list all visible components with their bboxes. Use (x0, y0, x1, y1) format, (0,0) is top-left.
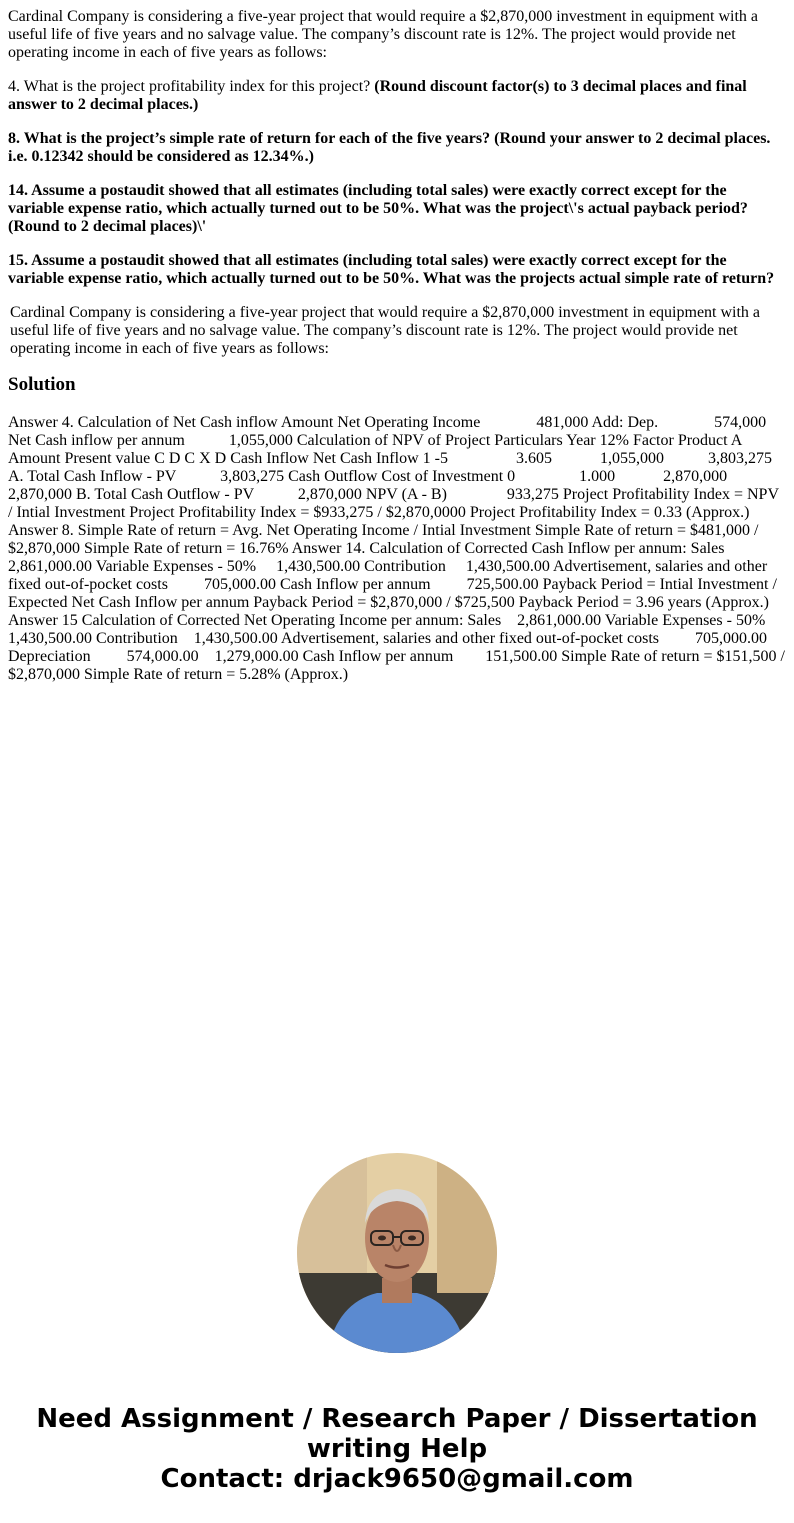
question-15: 15. Assume a postaudit showed that all estimates (including total sales) were exactly correct except for the variable expense ratio, which actually turned out to be 50%. What was the projects actual simple rate of return? (8, 252, 775, 287)
question-block (8, 8, 786, 358)
question-8: 8. What is the project’s simple rate of return for each of the five years? (Round your answer to 2 decimal places. i.e. 0.12342 should be considered as 12.34%.) (8, 130, 771, 165)
solution-heading: Solution (8, 374, 76, 395)
question-4-text: 4. What is the project profitability index for this project? (8, 78, 375, 95)
solution-answer-text: Answer 4. Calculation of Net Cash inflow Amount Net Operating Income 481,000 Add: Dep. 574,000 Net Cash inflow per annum 1,055,000 Calculation of NPV of Project Particulars Year 12% Factor Product A Amount Present value C D C X D Cash Inflow Net Cash Inflow 1 -5 3.605 1,055,000 3,803,275 A. Total Cash Inflow - PV 3,803,275 Cash Outflow Cost of Investment 0 1.000 2,870,000 2,870,000 B. Total Cash Outflow - PV 2,870,000 NPV (A - B) 933,275 Project Profitability Index = NPV / Intial Investment Project Profitability Index = $933,275 / $2,870,0000 Project Profitability Index = 0.33 (Approx.) Answer 8. Simple Rate of return = Avg. Net Operating Income / Intial Investment Simple Rate of return = $481,000 / $2,870,000 Simple Rate of return = 16.76% Answer 14. Calculation of Corrected Cash Inflow per annum: Sales 2,861,000.00 Variable Expenses - 50% 1,430,500.00 Contribution 1,430,500.00 Advertisement, salaries and other fixed out-of-pocket costs 705,000.00 Cash Inflow per annum 725,500.00 Payback Period = Intial Investment / Expected Net Cash Inflow per annum Payback Period = $2,870,000 / $725,500 Payback Period = 3.96 years (Approx.) Answer 15 Calculation of Corrected Net Operating Income per annum: Sales 2,861,000.00 Variable Expenses - 50% 1,430,500.00 Contribution 1,430,500.00 Advertisement, salaries and other fixed out-of-pocket costs 705,000.00 Depreciation 574,000.00 1,279,000.00 Cash Inflow per annum 151,500.00 Simple Rate of return = $151,500 / $2,870,000 Simple Rate of return = 5.28% (Approx.) (8, 414, 789, 683)
page-content (8, 8, 789, 684)
question-intro-repeat: Cardinal Company is considering a five-year project that would require a $2,870,000 investment in equipment with a useful life of five years and no salvage value. The company’s discount rate is 12%. The project would provide net operating income in each of five years as follows: (10, 304, 761, 357)
promo-contact-email[interactable]: Contact: drjack9650@gmail.com (160, 1464, 634, 1494)
question-4-rounding-note: (Round discount factor(s) to 3 decimal places and final answer to 2 decimal places.) (8, 78, 747, 113)
author-photo-illustration (297, 1153, 497, 1353)
author-photo-icon (297, 1153, 497, 1353)
question-14: 14. Assume a postaudit showed that all estimates (including total sales) were exactly correct except for the variable expense ratio, which actually turned out to be 50%. What was the project\'s actual payback period? (Round to 2 decimal places)\' (8, 182, 748, 235)
question-intro: Cardinal Company is considering a five-year project that would require a $2,870,000 investment in equipment with a useful life of five years and no salvage value. The company’s discount rate is 12%. The project would provide net operating income in each of five years as follows: (8, 8, 759, 61)
question-4 (8, 78, 786, 114)
promo-banner (0, 1404, 794, 1494)
promo-help-text: Need Assignment / Research Paper / Dissertation writing Help (36, 1404, 758, 1464)
